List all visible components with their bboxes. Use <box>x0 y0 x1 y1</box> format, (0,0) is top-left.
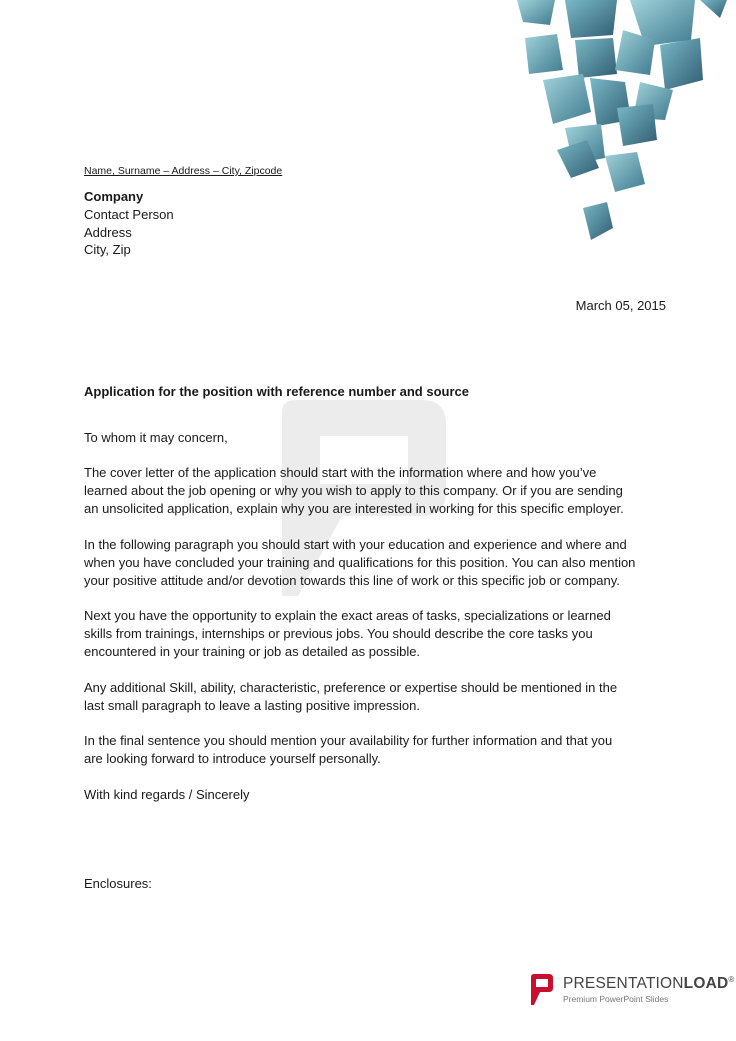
paragraph-line: In the following paragraph you should start with your education and experience and where and <box>84 537 627 552</box>
logo-word-bold: LOAD <box>683 975 729 993</box>
enclosures-label: Enclosures: <box>84 876 152 891</box>
paragraph-line: encountered in your training or job as detailed as possible. <box>84 643 421 659</box>
recipient-company: Company <box>84 189 144 204</box>
body-paragraph <box>84 679 664 715</box>
paragraph-line: learned about the job opening or why you wish to apply to this company. Or if you are sending <box>84 482 623 498</box>
closing: With kind regards / Sincerely <box>84 787 250 802</box>
logo-tagline: Premium PowerPoint Slides <box>563 994 669 1004</box>
paragraph-line: are looking forward to introduce yourself personally. <box>84 750 381 766</box>
letter-date: March 05, 2015 <box>575 298 666 313</box>
sender-address-line: Name, Surname – Address – City, Zipcode <box>84 165 283 177</box>
paragraph-line: skills from trainings, internships or previous jobs. You should describe the core tasks you <box>84 625 593 641</box>
recipient-address: Address <box>84 224 132 240</box>
paragraph-line: an unsolicited application, explain why you are interested in working for this specific employer. <box>84 500 624 516</box>
body-paragraph <box>84 536 664 589</box>
paragraph-line: In the final sentence you should mention your availability for further information and that you <box>84 733 613 748</box>
paragraph-line: The cover letter of the application should start with the information where and how you’ve <box>84 465 597 480</box>
body-paragraph <box>84 732 664 768</box>
cubes-decoration <box>505 0 736 250</box>
logo-wordmark <box>563 975 735 993</box>
salutation: To whom it may concern, <box>84 430 228 445</box>
paragraph-line: last small paragraph to leave a lasting positive impression. <box>84 697 421 713</box>
body-paragraph <box>84 607 664 660</box>
recipient-contact: Contact Person <box>84 206 174 222</box>
presentationload-mark-icon <box>529 974 553 1006</box>
paragraph-line: Any additional Skill, ability, characteristic, preference or expertise should be mentioned in the <box>84 680 618 695</box>
paragraph-line: your positive attitude and/or devotion towards this line of work or this specific job or company. <box>84 572 620 588</box>
recipient-city: City, Zip <box>84 242 131 258</box>
body-paragraph <box>84 464 664 517</box>
paragraph-line: Next you have the opportunity to explain the exact areas of tasks, specializations or learned <box>84 608 611 623</box>
presentationload-logo <box>529 974 735 1008</box>
paragraph-line: when you have concluded your training and qualifications for this position. You can also mention <box>84 554 636 570</box>
recipient-block <box>84 188 174 259</box>
logo-word-light: PRESENTATION <box>563 975 684 993</box>
logo-trademark: ® <box>728 975 735 984</box>
letter-subject: Application for the position with reference number and source <box>84 384 469 399</box>
